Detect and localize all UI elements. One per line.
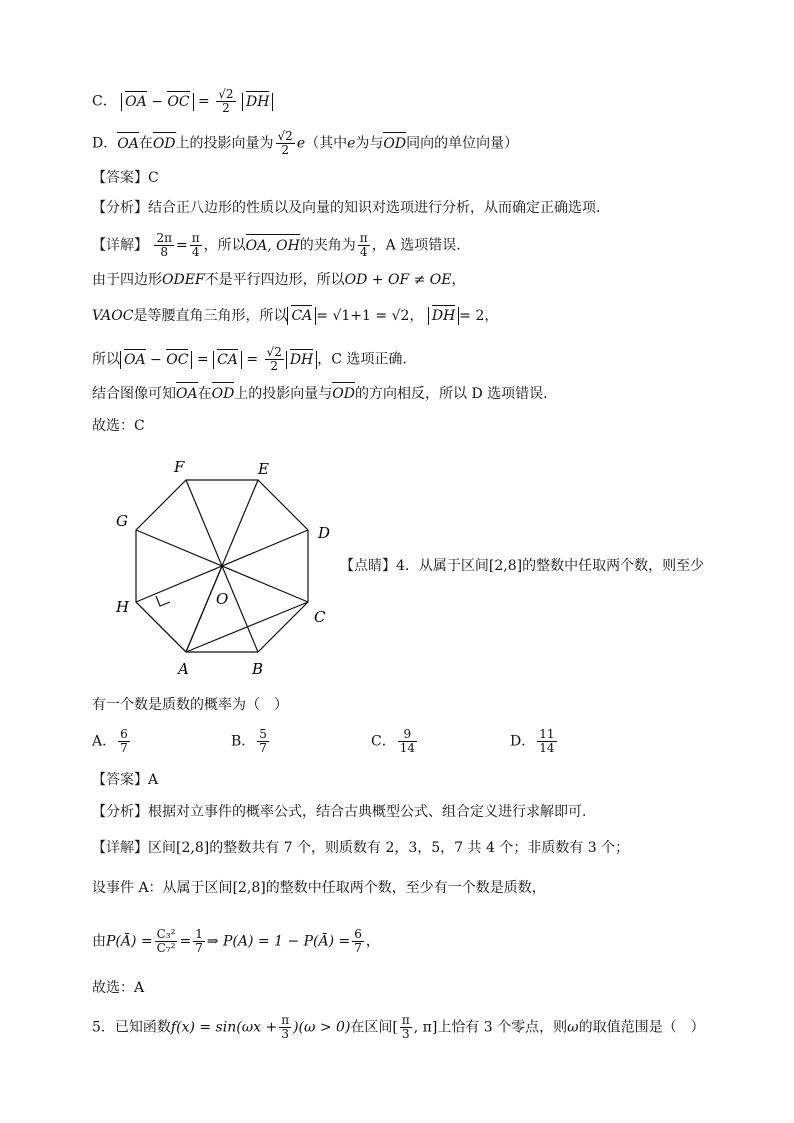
q4-option-b[interactable]: B． $\frac{5}{7}$: [231, 727, 267, 755]
q3-detail-1: 【详解】 $\frac{2\pi}{8}$ = $\frac{\pi}{4}$ ，所以OA, OH的夹角为 $\frac{\pi}{4}$ ，A 选项错误.: [92, 231, 461, 259]
vector-oa: OA: [125, 93, 147, 110]
segment-ha: [136, 602, 186, 652]
q4-calc: 由P(Ā) = $\frac{\text{C₃²}}{\text{C₇²}}$ = $\frac{1}{7}$ ⇒ P(A) = 1 − P(Ā) = $\frac{6}{7}$ ，: [92, 927, 380, 955]
label-c: C: [314, 608, 326, 626]
vector-oc: OC: [167, 93, 190, 110]
q3-detail-3: VAOC是等腰直角三角形，所以 CA = √1+1 = √2， DH = 2，: [92, 308, 499, 324]
q3-choose: 故选：C: [92, 418, 145, 434]
label-d: D: [318, 524, 331, 542]
q4-stem: 【点睛】4．从属于区间[2,8]的整数中任取两个数，则至少: [340, 558, 705, 574]
label-a: A: [178, 660, 189, 678]
q3-analysis: 【分析】结合正八边形的性质以及向量的知识对选项进行分析，从而确定正确选项.: [92, 200, 601, 216]
label-e: E: [258, 460, 269, 478]
q4-answer: 【答案】A: [92, 772, 159, 788]
label-b: B: [252, 660, 264, 678]
q3-detail-2: 由于四边形ODEF不是平行四边形，所以OD + OF ≠ OE，: [92, 272, 466, 288]
q4-option-a[interactable]: A． $\frac{6}{7}$: [92, 727, 128, 755]
q4-option-d[interactable]: D． $\frac{11}{14}$: [510, 727, 555, 755]
option-d: D．OA在OD上的投影向量为 $\frac{√2}{2}$ e（其中e为与OD同向的单位向量）: [92, 129, 519, 157]
vector-dh: DH: [245, 93, 270, 110]
label-o: O: [216, 590, 229, 608]
fraction: $\frac{√2}{2}$: [218, 87, 234, 115]
q4-option-c[interactable]: C． $\frac{9}{14}$: [371, 727, 415, 755]
label-f: F: [174, 458, 185, 476]
right-angle-mark: [156, 596, 170, 606]
q4-choose: 故选：A: [92, 980, 145, 996]
q4-stem-cont: 有一个数是质数的概率为（ ）: [92, 697, 288, 713]
octagon-figure: [108, 452, 348, 682]
q4-detail: 【详解】区间[2,8]的整数共有 7 个，则质数有 2，3，5，7 共 4 个；非质数有 3 个；: [92, 840, 630, 856]
label-h: H: [116, 598, 130, 616]
q4-event: 设事件 A：从属于区间[2,8]的整数中任取两个数，至少有一个数是质数，: [92, 880, 546, 896]
q3-detail-5: 结合图像可知OA在OD上的投影向量与OD的方向相反，所以 D 选项错误.: [92, 386, 548, 402]
label-g: G: [116, 512, 128, 530]
option-c: C． OA − OC = $\frac{√2}{2}$ DH: [92, 88, 273, 115]
q5-stem: 5．已知函数f(x) = sin(ωx + $\frac{\pi}{3}$ )(ω > 0)在区间[ $\frac{\pi}{3}$ , π]上恰有 3 个零点，则ω的取值范围是（ ）: [92, 1013, 705, 1041]
q3-answer: 【答案】C: [92, 170, 159, 186]
q3-detail-4: 所以 OA − OC = CA = $\frac{√2}{2}$ DH ，C 选项正确.: [92, 345, 407, 373]
q4-analysis: 【分析】根据对立事件的概率公式，结合古典概型公式、组合定义进行求解即可.: [92, 804, 587, 820]
